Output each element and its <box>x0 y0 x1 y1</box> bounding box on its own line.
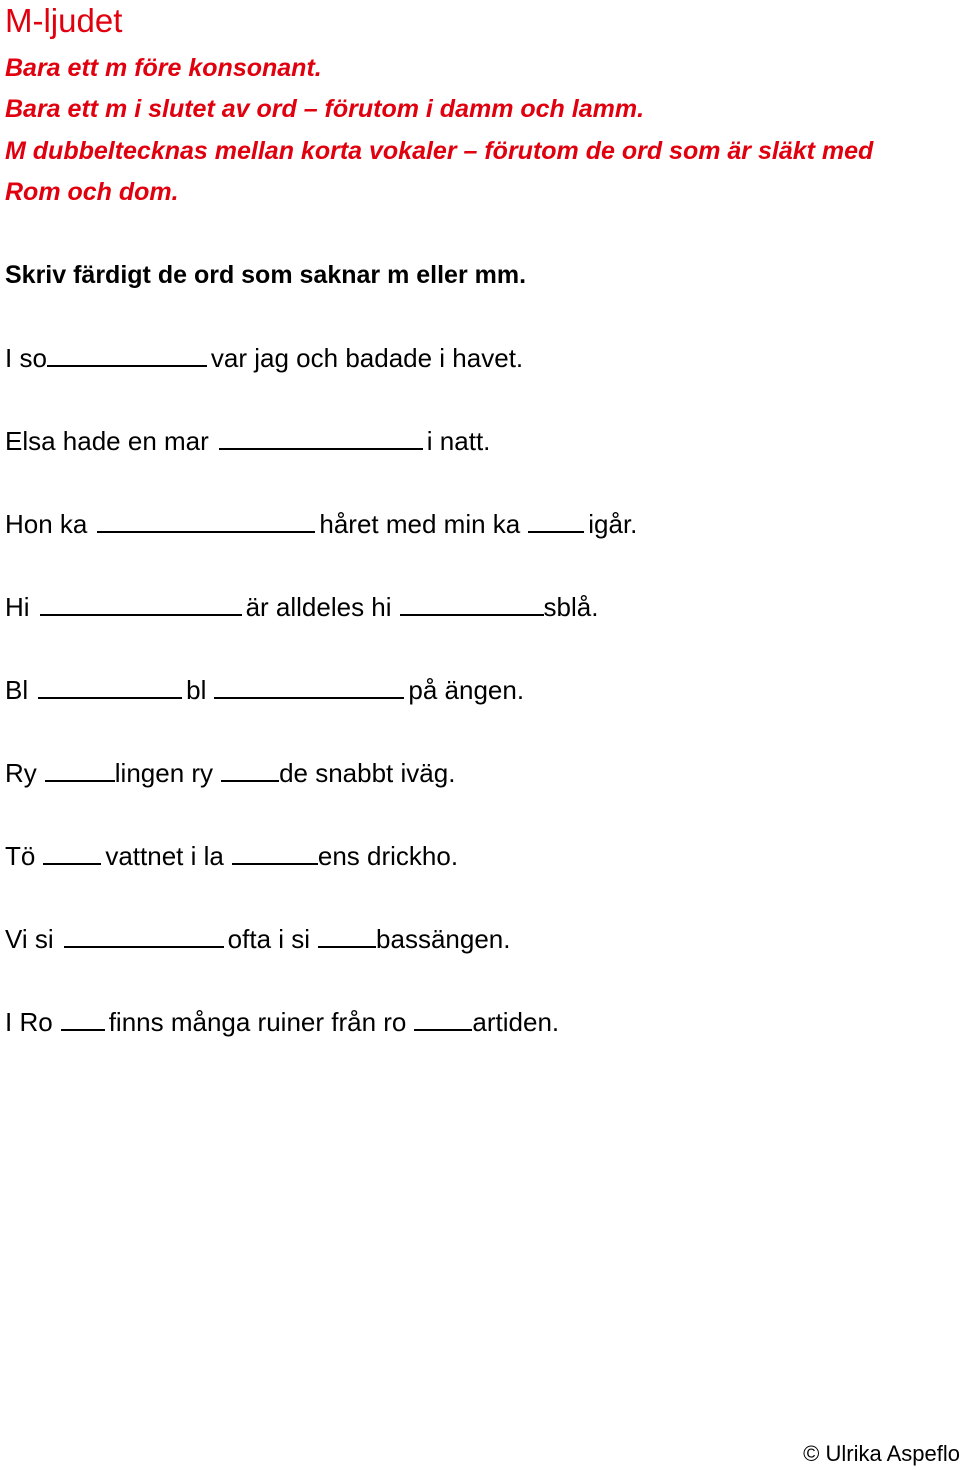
sentence-9 <box>5 1007 559 1037</box>
answer-blank[interactable] <box>318 924 376 948</box>
sentence-1 <box>5 343 523 373</box>
sentence-text: finns många ruiner från ro <box>108 1007 407 1037</box>
answer-blank[interactable] <box>43 841 101 865</box>
answer-blank[interactable] <box>38 675 182 699</box>
sentence-text: I Ro <box>5 1007 53 1037</box>
answer-blank[interactable] <box>45 758 115 782</box>
sentence-text: ofta i si <box>227 924 311 954</box>
sentence-text: artiden. <box>472 1007 560 1037</box>
answer-blank[interactable] <box>414 1007 472 1031</box>
sentence-5 <box>5 675 524 705</box>
sentence-text: bassängen. <box>376 924 511 954</box>
sentence-text: håret med min ka <box>319 509 521 539</box>
sentence-6 <box>5 758 455 788</box>
sentence-text: igår. <box>588 509 638 539</box>
answer-blank[interactable] <box>47 343 207 367</box>
sentence-text: Ry <box>5 758 37 788</box>
answer-blank[interactable] <box>219 426 423 450</box>
answer-blank[interactable] <box>221 758 279 782</box>
answer-blank[interactable] <box>214 675 404 699</box>
answer-blank[interactable] <box>64 924 224 948</box>
sentence-text: I so <box>5 343 47 373</box>
answer-blank[interactable] <box>97 509 315 533</box>
sentence-text: lingen ry <box>114 758 214 788</box>
sentence-text: i natt. <box>426 426 491 456</box>
sentence-text: Tö <box>5 841 36 871</box>
sentence-3 <box>5 509 637 539</box>
sentence-text: de snabbt iväg. <box>279 758 456 788</box>
sentence-text: Vi si <box>5 924 54 954</box>
sentence-2 <box>5 426 490 456</box>
sentence-7 <box>5 841 458 871</box>
rule-line-4: Rom och dom. <box>5 178 179 206</box>
answer-blank[interactable] <box>61 1007 105 1031</box>
rule-line-3: M dubbeltecknas mellan korta vokaler – förutom de ord som är släkt med <box>5 137 874 165</box>
rule-line-2: Bara ett m i slutet av ord – förutom i damm och lamm. <box>5 95 645 123</box>
copyright-notice: © Ulrika Aspeflo <box>803 1441 960 1466</box>
sentence-text: sblå. <box>543 592 599 622</box>
sentence-text: är alldeles hi <box>245 592 392 622</box>
sentence-4 <box>5 592 598 622</box>
sentence-text: vattnet i la <box>105 841 224 871</box>
instruction: Skriv färdigt de ord som saknar m eller mm. <box>5 261 527 289</box>
sentence-text: Bl <box>5 675 29 705</box>
sentence-8 <box>5 924 510 954</box>
sentence-text: bl <box>186 675 207 705</box>
answer-blank[interactable] <box>400 592 544 616</box>
rule-line-1: Bara ett m före konsonant. <box>5 54 322 82</box>
sentence-text: var jag och badade i havet. <box>210 343 524 373</box>
sentence-text: Elsa hade en mar <box>5 426 209 456</box>
answer-blank[interactable] <box>40 592 242 616</box>
answer-blank[interactable] <box>528 509 584 533</box>
worksheet-title: M-ljudet <box>5 2 123 39</box>
sentence-text: på ängen. <box>408 675 525 705</box>
sentence-text: Hi <box>5 592 30 622</box>
sentence-text: ens drickho. <box>317 841 459 871</box>
sentence-text: Hon ka <box>5 509 88 539</box>
answer-blank[interactable] <box>232 841 318 865</box>
